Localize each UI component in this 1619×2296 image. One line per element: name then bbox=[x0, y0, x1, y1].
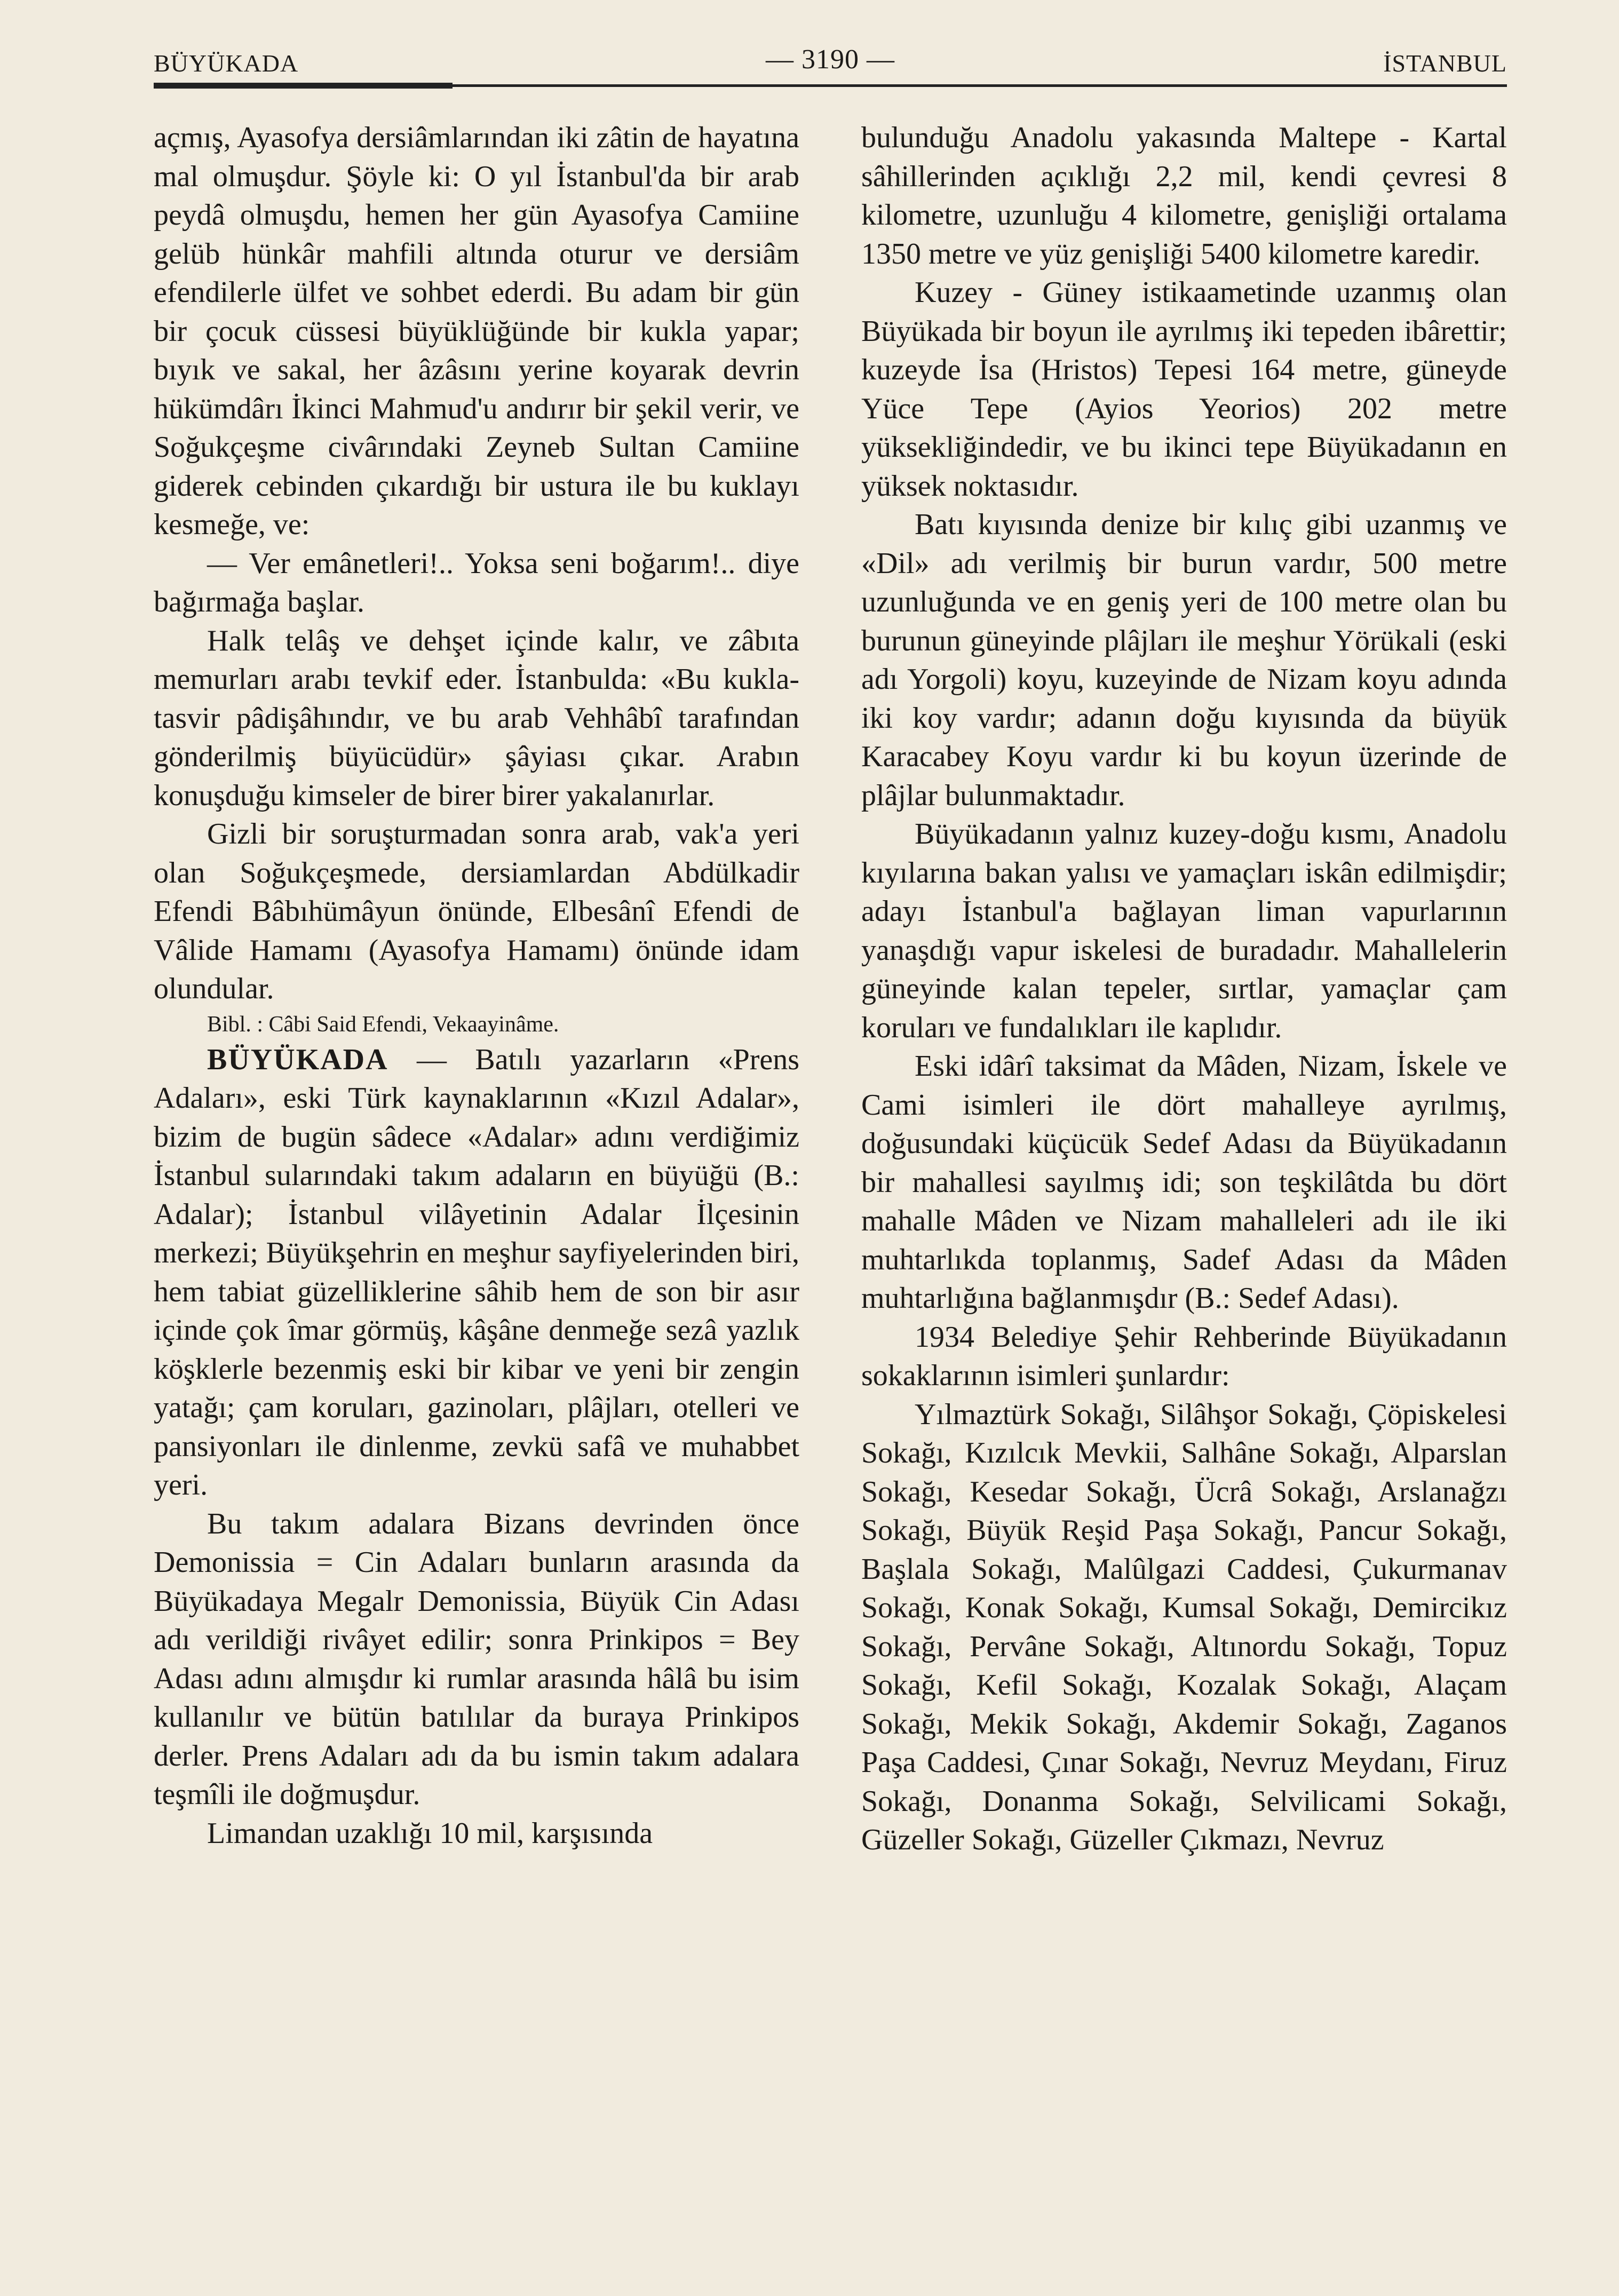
paragraph: Limandan uzaklığı 10 mil, karşısında bbox=[207, 1816, 653, 1850]
entry-paragraph bbox=[154, 1040, 799, 1505]
paragraph: Büyükadanın yalnız kuzey-doğu kısmı, Anadolu kıyılarına bakan yalısı ve yamaçları iskân edilmişdir; adayı İstanbul'a bağlayan liman vapurlarının yanaşdığı vapur iskelesi de buradadır. Mahallelerin güneyinde kalan tepeler, sırtlar, yamaçlar çam koruları ve fundalıkları ile kaplıdır. bbox=[861, 817, 1507, 1044]
paragraph: Bu takım adalara Bizans devrinden önce Demonissia = Cin Adaları bunların arasında da Büyükadaya Megalr Demonissia, Büyük Cin Adası adı verildiği rivâyet edilir; sonra Prinkipos = Bey Adası adını almışdır ki rumlar arasında hâlâ bu isim kullanılır ve bütün batılılar da buraya Prinkipos derler. Prens Adaları adı da bu ismin takım adalara teşmîli ile doğmuşdur. bbox=[154, 1507, 799, 1811]
left-column bbox=[154, 118, 799, 1853]
bibliography-note: Bibl. : Câbi Said Efendi, Vekaayinâme. bbox=[207, 1012, 559, 1037]
running-head bbox=[154, 44, 1507, 86]
paragraph: — Ver emânetleri!.. Yoksa seni boğarım!.. diye bağırmağa başlar. bbox=[154, 546, 799, 618]
header-entry-word: BÜYÜKADA bbox=[154, 50, 299, 77]
paragraph: 1934 Belediye Şehir Rehberinde Büyükadanın sokaklarının isimleri şunlardır: bbox=[861, 1320, 1507, 1392]
right-column bbox=[861, 118, 1507, 1860]
paragraph: Eski idârî taksimat da Mâden, Nizam, İskele ve Cami isimleri ile dört mahalleye ayrılmış, doğusundaki küçücük Sedef Adası da Büyükadanın bir mahallesi sayılmış idi; son teşkilâtda bu dört mahalle Mâden ve Nizam mahalleleri adı ile iki muhtarlıkda toplanmış, Sadef Adası da Mâden muhtarlığına bağlanmışdır (B.: Sedef Adası). bbox=[861, 1050, 1507, 1315]
paragraph: Halk telâş ve dehşet içinde kalır, ve zâbıta memurları arabı tevkif eder. İstanbulda: «Bu kukla-tasvir pâdişâhındır, ve bu arab Vehhâbî tarafından gönderilmiş büyücüdür» şâyiası çıkar. Arabın konuşduğu kimseler de birer birer yakalanırlar. bbox=[154, 624, 799, 812]
paragraph: açmış, Ayasofya dersiâmlarından iki zâtin de hayatına mal olmuşdur. Şöyle ki: O yıl İstanbul'da bir arab peydâ olmuşdu, hemen her gün Ayasofya Camiine gelüb hünkâr mahfili altında oturur ve dersiâm efendilerle ülfet ve sohbet ederdi. Bu adam bir gün bir çocuk cüssesi büyüklüğünde bir kukla yapar; bıyık ve sakal, her âzâsını yerine koyarak devrin hükümdârı İkinci Mahmud'u andırır bir şekil verir, ve Soğukçeşme civârındaki Zeyneb Sultan Camiine giderek cebinden çıkardığı bir ustura ile bu kuklayı kesmeğe, ve: bbox=[154, 121, 799, 541]
entry-headword: BÜYÜKADA bbox=[207, 1043, 388, 1076]
paragraph: bulunduğu Anadolu yakasında Maltepe - Kartal sâhillerinden açıklığı 2,2 mil, kendi çevresi 8 kilometre, uzunluğu 4 kilometre, genişliği ortalama 1350 metre ve yüz genişliği 5400 kilometre karedir. bbox=[861, 121, 1507, 271]
page-number: — 3190 — bbox=[766, 44, 895, 75]
entry-text: — Batılı yazarların «Prens Adaları», eski Türk kaynaklarının «Kızıl Adalar», bizim de bugün sâdece «Adalar» adını verdiğimiz İstanbul sularındaki takım adaların en büyüğü (B.: Adalar); İstanbul vilâyetinin Adalar İlçesinin merkezi; Büyükşehrin en meşhur sayfiyelerinden biri, hem tabiat güzelliklerine sâhib hem de son bir asır içinde çok îmar görmüş, kâşâne denmeğe sezâ yazlık köşklerle bezenmiş eski bir kibar ve yeni bir zengin yatağı; çam koruları, gazinoları, plâjları, otelleri ve pansiyonları ile dinlenme, zevkü safâ ve muhabbet yeri. bbox=[154, 1043, 800, 1501]
paragraph: Batı kıyısında denize bir kılıç gibi uzanmış ve «Dil» adı verilmiş bir burun vardır, 500 metre uzunluğunda ve en geniş yeri de 100 metre olan bu burunun güneyinde plâjları ile meşhur Yörükali (eski adı Yorgoli) koyu, kuzeyinde de Nizam koyu adında iki koy vardır; adanın doğu kıyısında da büyük Karacabey Koyu vardır ki bu koyun üzerinde de plâjlar bulunmaktadır. bbox=[861, 508, 1507, 812]
header-rule-accent bbox=[154, 83, 453, 89]
header-series-title: İSTANBUL bbox=[1383, 50, 1507, 77]
paragraph: Yılmaztürk Sokağı, Silâhşor Sokağı, Çöpiskelesi Sokağı, Kızılcık Mevkii, Salhâne Sokağı, Alparslan Sokağı, Kesedar Sokağı, Ücrâ Sokağı, Arslanağzı Sokağı, Büyük Reşid Paşa Sokağı, Pancur Sokağı, Başlala Sokağı, Malûlgazi Caddesi, Çukurmanav Sokağı, Konak Sokağı, Kumsal Sokağı, Demircikız Sokağı, Pervâne Sokağı, Altınordu Sokağı, Topuz Sokağı, Kefil Sokağı, Kozalak Sokağı, Alaçam Sokağı, Mekik Sokağı, Akdemir Sokağı, Zaganos Paşa Caddesi, Çınar Sokağı, Nevruz Meydanı, Firuz Sokağı, Donanma Sokağı, Selvilicami Sokağı, Güzeller Sokağı, Güzeller Çıkmazı, Nevruz bbox=[861, 1397, 1507, 1856]
paragraph: Kuzey - Güney istikaametinde uzanmış olan Büyükada bir boyun ile ayrılmış iki tepeden ibârettir; kuzeyde İsa (Hristos) Tepesi 164 metre, güneyde Yüce Tepe (Ayios Yeorios) 202 metre yüksekliğindedir, ve bu ikinci tepe Büyükadanın en yüksek noktasıdır. bbox=[861, 276, 1507, 503]
paragraph: Gizli bir soruşturmadan sonra arab, vak'a yeri olan Soğukçeşmede, dersiamlardan Abdülkadir Efendi Bâbıhümâyun önünde, Elbesânî Efendi de Vâlide Hamamı (Ayasofya Hamamı) önünde idam olundular. bbox=[154, 817, 799, 1005]
